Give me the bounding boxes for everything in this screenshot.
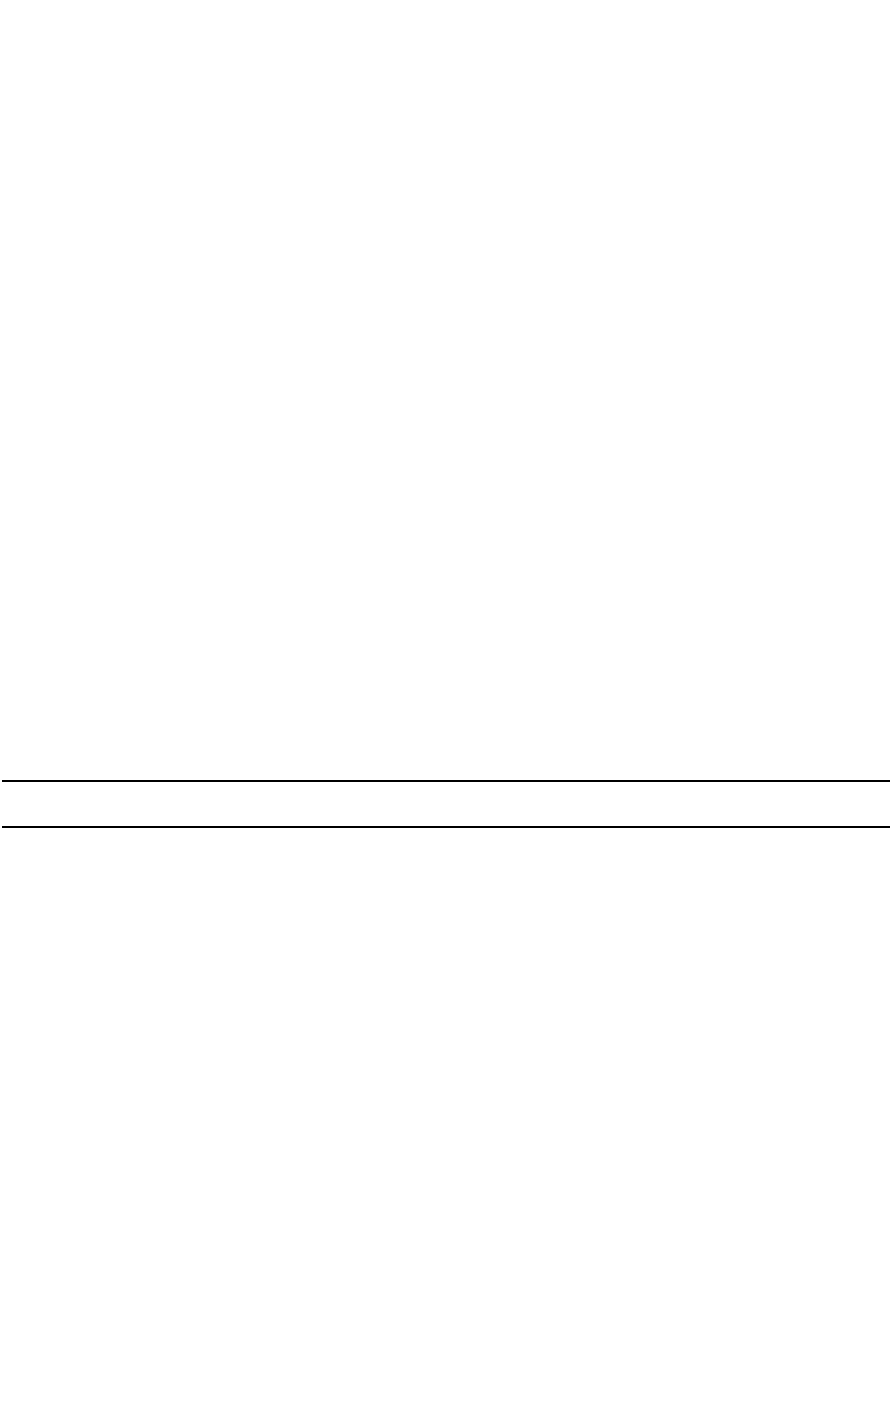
masthead: [2, 0, 890, 10]
help-wanted-section: [2, 10, 890, 780]
home-service-guide-banner: [2, 780, 890, 828]
service-guide-section: [2, 826, 890, 1400]
